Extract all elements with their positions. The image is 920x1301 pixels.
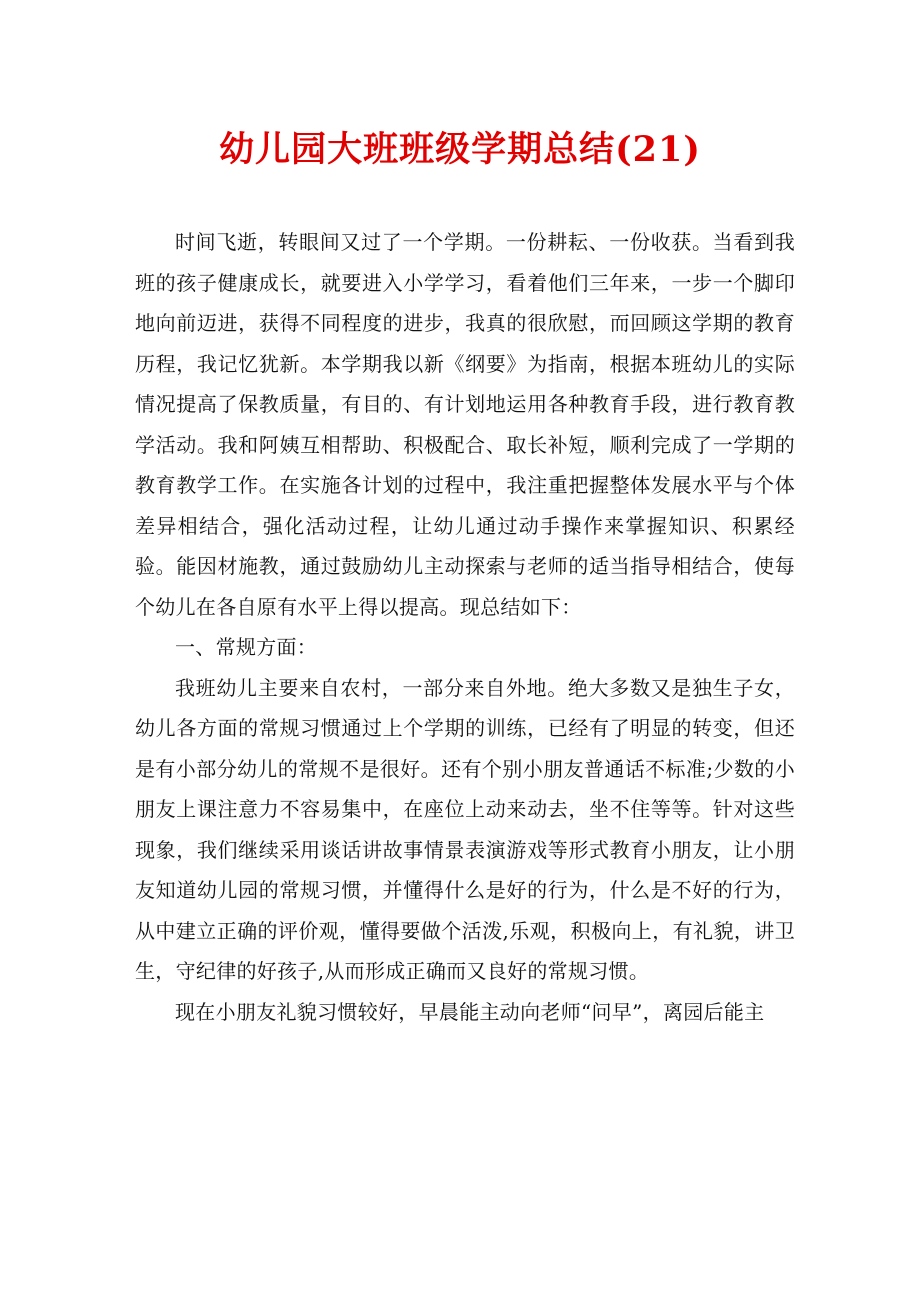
section-heading-routine: 一、常规方面： (175, 635, 318, 659)
paragraph-manners: 现在小朋友礼貌习惯较好，早晨能主动向老师“问早”，离园后能主 (175, 999, 765, 1024)
document-body (135, 222, 795, 1032)
document-title: 幼儿园大班班级学期总结(21) (219, 129, 701, 170)
paragraph-intro: 时间飞逝，转眼间又过了一个学期。一份耕耘、一份收获。当看到我班的孩子健康成长，就要进入小学学习，看着他们三年来，一步一个脚印地向前迈进，获得不同程度的进步，我真的很欣慰，而回顾这学期的教育历程，我记忆犹新。本学期我以新《纲要》为指南，根据本班幼儿的实际情况提高了保教质量，有目的、有计划地运用各种教育手段，进行教育教学活动。我和阿姨互相帮助、积极配合、取长补短，顺利完成了一学期的教育教学工作。在实施各计划的过程中，我注重把握整体发展水平与个体差异相结合，强化活动过程，让幼儿通过动手操作来掌握知识、积累经验。能因材施教，通过鼓励幼儿主动探索与老师的适当指导相结合，使每个幼儿在各自原有水平上得以提高。现总结如下： (135, 230, 795, 619)
paragraph-routine: 我班幼儿主要来自农村，一部分来自外地。绝大多数又是独生子女，幼儿各方面的常规习惯通过上个学期的训练，已经有了明显的转变，但还是有小部分幼儿的常规不是很好。还有个别小朋友普通话不标准;少数的小朋友上课注意力不容易集中，在座位上动来动去，坐不住等等。针对这些现象，我们继续采用谈话讲故事情景表演游戏等形式教育小朋友，让小朋友知道幼儿园的常规习惯，并懂得什么是好的行为，什么是不好的行为，从中建立正确的评价观，懂得要做个活泼,乐观，积极向上，有礼貌，讲卫生，守纪律的好孩子,从而形成正确而又良好的常规习惯。 (135, 675, 795, 983)
